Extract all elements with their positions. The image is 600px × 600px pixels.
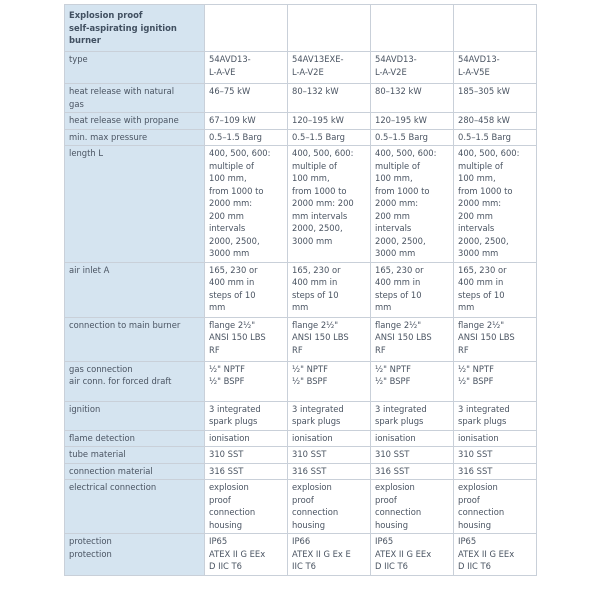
- cell-line: steps of 10: [209, 289, 256, 300]
- cell-line: air inlet A: [69, 264, 110, 275]
- table-row: [65, 447, 537, 464]
- cell-line: 400, 500, 600:: [458, 148, 520, 158]
- value-cell: [205, 401, 288, 430]
- table-row: [65, 84, 537, 113]
- value-cell: [205, 480, 288, 534]
- cell-line: 80–132 kW: [375, 86, 422, 96]
- value-cell: [288, 401, 371, 430]
- cell-line: IP65: [375, 536, 394, 546]
- cell-line: 0.5–1.5 Barg: [292, 131, 345, 142]
- cell-line: 67–109 kW: [209, 115, 256, 125]
- cell-line: 316 SST: [292, 465, 327, 476]
- cell-line: air conn. for forced draft: [69, 376, 172, 386]
- cell-line: L-A-VE: [209, 66, 236, 77]
- cell-line: multiple of: [375, 160, 420, 171]
- cell-line: electrical connection: [69, 482, 157, 492]
- value-cell: [371, 84, 454, 113]
- value-cell: [288, 52, 371, 84]
- cell-line: Explosion proof: [69, 10, 143, 20]
- value-cell: [454, 534, 537, 576]
- cell-line: mm: [209, 302, 226, 312]
- cell-line: flange 2½": [292, 319, 339, 330]
- cell-line: housing: [458, 519, 492, 530]
- header-row: [65, 5, 537, 52]
- table-row: [65, 317, 537, 361]
- cell-line: IP65: [458, 536, 477, 546]
- cell-line: 3000 mm: [209, 248, 250, 258]
- table-row: [65, 361, 537, 401]
- cell-line: 400, 500, 600:: [209, 148, 271, 158]
- value-cell: [371, 262, 454, 317]
- cell-line: flange 2½": [209, 319, 256, 330]
- cell-line: RF: [458, 344, 469, 355]
- value-cell: [371, 317, 454, 361]
- value-cell: [205, 430, 288, 447]
- cell-line: 2000 mm:: [209, 198, 253, 208]
- cell-line: connection: [209, 507, 256, 517]
- value-cell: [371, 361, 454, 401]
- table-row: [65, 480, 537, 534]
- cell-line: 2000, 2500,: [458, 235, 509, 246]
- cell-line: ½" BSPF: [458, 376, 494, 386]
- cell-line: 54AVD13-: [458, 54, 500, 64]
- cell-line: protection: [69, 548, 112, 559]
- cell-line: mm: [458, 302, 475, 312]
- cell-line: 3 integrated: [209, 403, 261, 414]
- cell-line: 2000 mm:: [458, 198, 502, 208]
- cell-line: IP65: [209, 536, 228, 546]
- cell-line: 165, 230 or: [458, 264, 507, 275]
- value-cell: [454, 52, 537, 84]
- value-cell: [454, 430, 537, 447]
- cell-line: 400, 500, 600:: [292, 148, 354, 158]
- row-label: [65, 262, 205, 317]
- cell-line: flange 2½": [375, 319, 422, 330]
- cell-line: spark plugs: [458, 416, 507, 426]
- header-empty-cell: [205, 5, 288, 52]
- cell-line: 400 mm in: [375, 277, 421, 287]
- header-empty-cell: [288, 5, 371, 52]
- cell-line: 400 mm in: [458, 277, 504, 287]
- cell-line: RF: [209, 344, 220, 355]
- cell-line: explosion: [458, 482, 498, 492]
- cell-line: 3000 mm: [292, 235, 333, 246]
- cell-line: tube material: [69, 449, 126, 459]
- row-label: [65, 401, 205, 430]
- cell-line: from 1000 to: [209, 185, 264, 196]
- value-cell: [288, 146, 371, 263]
- value-cell: [205, 113, 288, 130]
- table-row: [65, 430, 537, 447]
- cell-line: min. max pressure: [69, 131, 148, 142]
- value-cell: [288, 262, 371, 317]
- cell-line: housing: [209, 519, 243, 530]
- header-empty-cell: [371, 5, 454, 52]
- cell-line: 100 mm,: [375, 173, 413, 183]
- cell-line: gas: [69, 98, 84, 109]
- cell-line: 100 mm,: [209, 173, 247, 183]
- value-cell: [288, 447, 371, 464]
- cell-line: D IIC T6: [209, 561, 243, 571]
- cell-line: from 1000 to: [458, 185, 513, 196]
- value-cell: [288, 361, 371, 401]
- value-cell: [454, 84, 537, 113]
- cell-line: 3000 mm: [458, 248, 499, 258]
- cell-line: ½" NPTF: [375, 363, 411, 374]
- cell-line: L-A-V2E: [375, 66, 407, 77]
- value-cell: [205, 534, 288, 576]
- cell-line: IP66: [292, 536, 311, 546]
- value-cell: [205, 361, 288, 401]
- cell-line: D IIC T6: [375, 561, 409, 571]
- cell-line: 54AV13EXE-: [292, 54, 344, 64]
- cell-line: explosion: [292, 482, 332, 492]
- cell-line: gas connection: [69, 363, 133, 374]
- row-label: [65, 113, 205, 130]
- value-cell: [205, 52, 288, 84]
- table-row: [65, 129, 537, 146]
- cell-line: 2000, 2500,: [209, 235, 260, 246]
- cell-line: spark plugs: [375, 416, 424, 426]
- cell-line: 2000, 2500,: [375, 235, 426, 246]
- value-cell: [205, 463, 288, 480]
- cell-line: ½" BSPF: [292, 376, 328, 386]
- cell-line: steps of 10: [292, 289, 339, 300]
- cell-line: 200 mm: [375, 210, 410, 221]
- value-cell: [371, 113, 454, 130]
- cell-line: protection: [69, 536, 112, 546]
- burner-spec-table: [64, 4, 537, 576]
- value-cell: [288, 84, 371, 113]
- cell-line: 80–132 kW: [292, 86, 339, 96]
- value-cell: [288, 317, 371, 361]
- value-cell: [288, 129, 371, 146]
- value-cell: [288, 113, 371, 130]
- cell-line: 46–75 kW: [209, 86, 251, 96]
- cell-line: explosion: [209, 482, 249, 492]
- cell-line: 0.5–1.5 Barg: [209, 131, 262, 142]
- value-cell: [454, 129, 537, 146]
- cell-line: ANSI 150 LBS: [292, 332, 349, 342]
- cell-line: multiple of: [209, 160, 254, 171]
- cell-line: ½" NPTF: [209, 363, 245, 374]
- spec-table-container: [64, 4, 536, 594]
- cell-line: RF: [292, 344, 303, 355]
- cell-line: 120–195 kW: [375, 115, 427, 125]
- cell-line: 400 mm in: [209, 277, 255, 287]
- cell-line: connection: [292, 507, 339, 517]
- table-row: [65, 463, 537, 480]
- value-cell: [205, 447, 288, 464]
- header-empty-cell: [454, 5, 537, 52]
- value-cell: [205, 129, 288, 146]
- cell-line: 316 SST: [375, 465, 410, 476]
- cell-line: ignition: [69, 403, 101, 414]
- cell-line: connection to main burner: [69, 319, 181, 330]
- cell-line: ATEX II G EEx: [209, 548, 266, 559]
- value-cell: [371, 146, 454, 263]
- cell-line: 0.5–1.5 Barg: [458, 131, 511, 142]
- cell-line: spark plugs: [209, 416, 258, 426]
- cell-line: 310 SST: [375, 449, 410, 459]
- cell-line: ½" BSPF: [375, 376, 411, 386]
- value-cell: [371, 129, 454, 146]
- cell-line: IIC T6: [292, 561, 316, 571]
- value-cell: [371, 463, 454, 480]
- cell-line: heat release with propane: [69, 115, 179, 125]
- cell-line: 3 integrated: [292, 403, 344, 414]
- cell-line: ATEX II G EEx: [458, 548, 515, 559]
- cell-line: connection material: [69, 465, 153, 476]
- cell-line: intervals: [458, 223, 495, 233]
- value-cell: [371, 534, 454, 576]
- cell-line: 165, 230 or: [375, 264, 424, 275]
- cell-line: flame detection: [69, 432, 135, 443]
- table-row: [65, 401, 537, 430]
- cell-line: multiple of: [458, 160, 503, 171]
- cell-line: explosion: [375, 482, 415, 492]
- cell-line: 54AVD13-: [209, 54, 251, 64]
- table-row: [65, 262, 537, 317]
- value-cell: [205, 146, 288, 263]
- cell-line: 3000 mm: [375, 248, 416, 258]
- row-label: [65, 146, 205, 263]
- row-label: [65, 317, 205, 361]
- value-cell: [454, 401, 537, 430]
- cell-line: proof: [375, 494, 397, 505]
- value-cell: [454, 480, 537, 534]
- table-row: [65, 534, 537, 576]
- cell-line: 100 mm,: [458, 173, 496, 183]
- cell-line: self-aspirating ignition: [69, 22, 177, 33]
- table-row: [65, 146, 537, 263]
- cell-line: 280–458 kW: [458, 115, 510, 125]
- cell-line: housing: [292, 519, 326, 530]
- row-label: [65, 463, 205, 480]
- cell-line: ionisation: [458, 432, 499, 443]
- table-row: [65, 113, 537, 130]
- cell-line: multiple of: [292, 160, 337, 171]
- cell-line: length L: [69, 148, 104, 158]
- value-cell: [454, 113, 537, 130]
- value-cell: [288, 480, 371, 534]
- cell-line: 2000 mm: 200: [292, 198, 354, 208]
- cell-line: mm intervals: [292, 210, 348, 221]
- value-cell: [288, 463, 371, 480]
- row-label: [65, 361, 205, 401]
- cell-line: ½" NPTF: [458, 363, 494, 374]
- value-cell: [454, 447, 537, 464]
- value-cell: [454, 463, 537, 480]
- cell-line: ½" BSPF: [209, 376, 245, 386]
- cell-line: burner: [69, 35, 101, 45]
- cell-line: proof: [292, 494, 314, 505]
- table-title: [65, 5, 205, 52]
- cell-line: 316 SST: [209, 465, 244, 476]
- cell-line: 165, 230 or: [209, 264, 258, 275]
- value-cell: [288, 430, 371, 447]
- cell-line: 100 mm,: [292, 173, 330, 183]
- value-cell: [371, 447, 454, 464]
- cell-line: connection: [458, 507, 505, 517]
- row-label: [65, 129, 205, 146]
- row-label: [65, 430, 205, 447]
- row-label: [65, 447, 205, 464]
- cell-line: from 1000 to: [292, 185, 347, 196]
- row-label: [65, 84, 205, 113]
- cell-line: ANSI 150 LBS: [458, 332, 515, 342]
- cell-line: mm: [375, 302, 392, 312]
- cell-line: L-A-V2E: [292, 66, 324, 77]
- value-cell: [205, 262, 288, 317]
- cell-line: proof: [458, 494, 480, 505]
- cell-line: 316 SST: [458, 465, 493, 476]
- cell-line: ATEX II G EEx: [375, 548, 432, 559]
- cell-line: ATEX II G Ex E: [292, 548, 351, 559]
- value-cell: [454, 146, 537, 263]
- row-label: [65, 52, 205, 84]
- cell-line: intervals: [209, 223, 246, 233]
- cell-line: 200 mm: [458, 210, 493, 221]
- cell-line: from 1000 to: [375, 185, 430, 196]
- cell-line: mm: [292, 302, 309, 312]
- cell-line: L-A-V5E: [458, 66, 490, 77]
- cell-line: 310 SST: [292, 449, 327, 459]
- cell-line: housing: [375, 519, 409, 530]
- value-cell: [454, 262, 537, 317]
- cell-line: connection: [375, 507, 422, 517]
- value-cell: [288, 534, 371, 576]
- cell-line: heat release with natural: [69, 86, 175, 96]
- cell-line: ionisation: [375, 432, 416, 443]
- cell-line: ½" NPTF: [292, 363, 328, 374]
- spec-table-body: [65, 5, 537, 576]
- cell-line: 310 SST: [209, 449, 244, 459]
- value-cell: [371, 401, 454, 430]
- cell-line: 3 integrated: [458, 403, 510, 414]
- cell-line: 120–195 kW: [292, 115, 344, 125]
- value-cell: [205, 84, 288, 113]
- cell-line: RF: [375, 344, 386, 355]
- cell-line: 400 mm in: [292, 277, 338, 287]
- row-label: [65, 534, 205, 576]
- cell-line: 2000 mm:: [375, 198, 419, 208]
- cell-line: 3 integrated: [375, 403, 427, 414]
- cell-line: 200 mm: [209, 210, 244, 221]
- row-label: [65, 480, 205, 534]
- cell-line: proof: [209, 494, 231, 505]
- cell-line: 400, 500, 600:: [375, 148, 437, 158]
- cell-line: ANSI 150 LBS: [209, 332, 266, 342]
- value-cell: [454, 317, 537, 361]
- cell-line: D IIC T6: [458, 561, 492, 571]
- cell-line: 0.5–1.5 Barg: [375, 131, 428, 142]
- cell-line: ionisation: [209, 432, 250, 443]
- value-cell: [371, 480, 454, 534]
- value-cell: [454, 361, 537, 401]
- cell-line: spark plugs: [292, 416, 341, 426]
- value-cell: [371, 52, 454, 84]
- cell-line: intervals: [375, 223, 412, 233]
- cell-line: 185–305 kW: [458, 86, 510, 96]
- cell-line: steps of 10: [458, 289, 505, 300]
- table-row: [65, 52, 537, 84]
- cell-line: type: [69, 54, 88, 64]
- cell-line: ionisation: [292, 432, 333, 443]
- cell-line: 165, 230 or: [292, 264, 341, 275]
- cell-line: flange 2½": [458, 319, 505, 330]
- cell-line: steps of 10: [375, 289, 422, 300]
- value-cell: [371, 430, 454, 447]
- cell-line: ANSI 150 LBS: [375, 332, 432, 342]
- cell-line: 54AVD13-: [375, 54, 417, 64]
- value-cell: [205, 317, 288, 361]
- cell-line: 310 SST: [458, 449, 493, 459]
- cell-line: 2000, 2500,: [292, 223, 343, 233]
